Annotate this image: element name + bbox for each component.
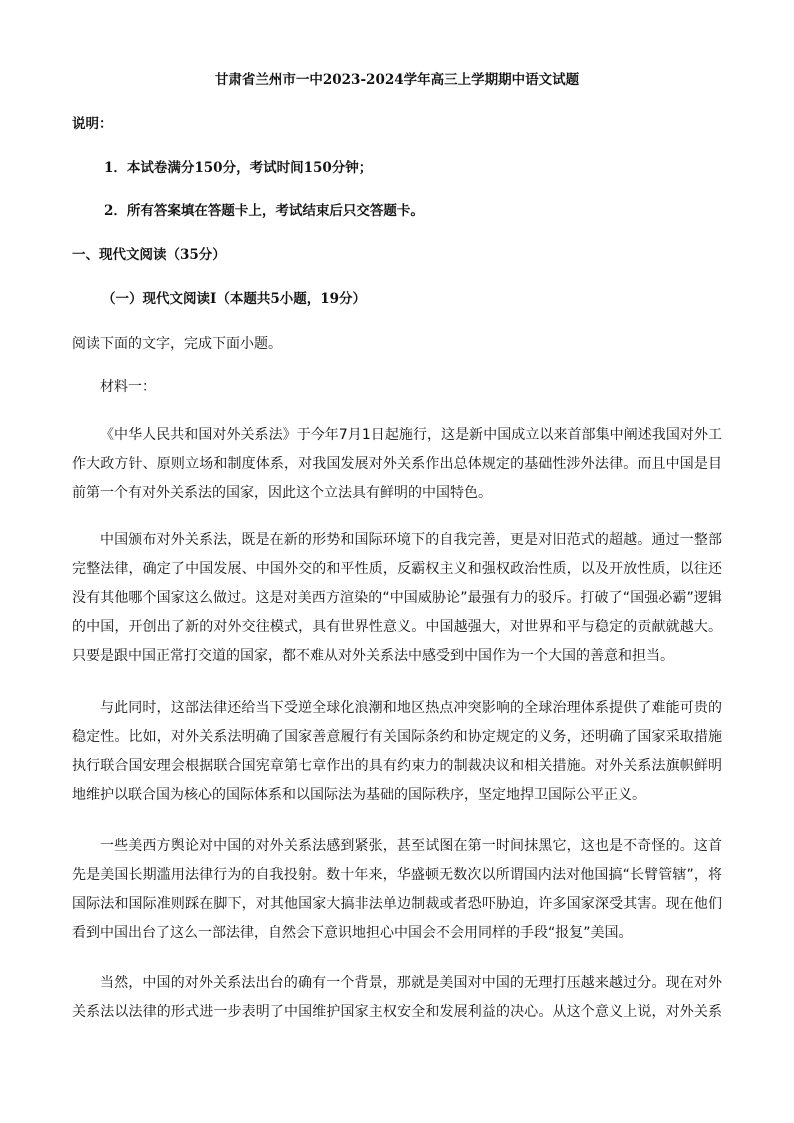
material-label: 材料一： xyxy=(100,379,156,395)
paragraph-1: 《中华人民共和国对外关系法》于今年7月1日起施行，这是新中国成立以来首部集中阐述我国对外工作大政方针、原则立场和制度体系，对我国发展对外关系作出总体规定的基础性涉外法律。而且中国是目前第一个有对外关系法的国家，因此这个立法具有鲜明的中国特色。 xyxy=(72,427,722,501)
paragraph-5: 当然，中国的对外关系法出台的确有一个背景，那就是美国对中国的无理打压越来越过分。现在对外关系法以法律的形式进一步表明了中国维护国家主权安全和发展利益的决心。从这个意义上说，对外关系 xyxy=(72,975,722,1020)
paragraph-4: 一些美西方舆论对中国的对外关系法感到紧张，甚至试图在第一时间抹黑它，这也是不奇怪的。这首先是美国长期滥用法律行为的自我投射。数十年来，华盛顿无数次以所谓国内法对他国搞“长臂管辖”，将国际法和国际准则踩在脚下，对其他国家大搞非法单边制裁或者恐吓胁迫，许多国家深受其害。现在他们看到中国出台了这么一部法律，自然会下意识地担心中国会不会用同样的手段“报复”美国。 xyxy=(72,838,722,941)
paragraph-3: 与此同时，这部法律还给当下受逆全球化浪潮和地区热点冲突影响的全球治理体系提供了难能可贵的稳定性。比如，对外关系法明确了国家善意履行有关国际条约和协定规定的义务，还明确了国家采取措施执行联合国安理会根据联合国宪章第七章作出的具有约束力的制裁决议和相关措施。对外关系法旗帜鲜明地维护以联合国为核心的国际体系和以国际法为基础的国际秩序，坚定地捍卫国际公平正义。 xyxy=(72,700,722,803)
instruction-item-1: 1．本试卷满分150分，考试时间150分钟； xyxy=(104,160,373,176)
document-title: 甘肃省兰州市一中2023-2024学年高三上学期期中语文试题 xyxy=(214,72,580,88)
section-heading: 一、现代文阅读（35分） xyxy=(72,247,226,263)
reading-prompt: 阅读下面的文字，完成下面小题。 xyxy=(72,336,282,352)
instructions-label: 说明： xyxy=(72,116,113,132)
instruction-item-2: 2．所有答案填在答题卡上，考试结束后只交答题卡。 xyxy=(104,203,424,219)
paragraph-2: 中国颁布对外关系法，既是在新的形势和国际环境下的自我完善，更是对旧范式的超越。通过一整部完整法律，确定了中国发展、中国外交的和平性质，反霸权主义和强权政治性质，以及开放性质，以往还没有其他哪个国家这么做过。这是对美西方渲染的“中国威胁论”最强有力的驳斥。打破了“国强必霸”逻辑的中国，开创出了新的对外交往模式，具有世界性意义。中国越强大，对世界和平与稳定的贡献就越大。只要是跟中国正常打交道的国家，都不难从对外关系法中感受到中国作为一个大国的善意和担当。 xyxy=(72,532,722,664)
subsection-heading: （一）现代文阅读Ⅰ（本题共5小题，19分） xyxy=(102,291,366,307)
